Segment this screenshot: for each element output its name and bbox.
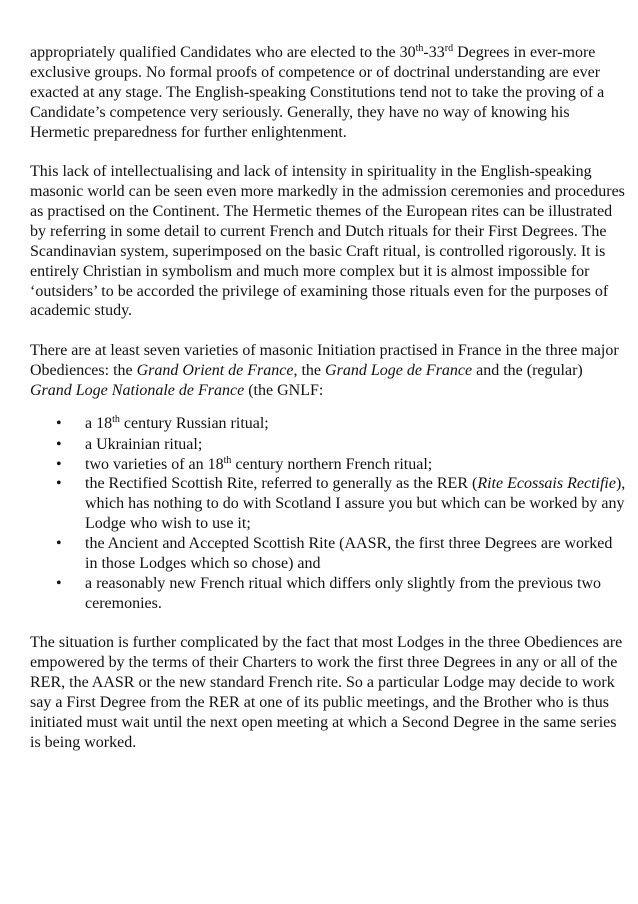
text-run: century Russian ritual; — [119, 414, 269, 432]
bullet-icon: • — [56, 475, 62, 493]
text-run: appropriately qualified Candidates who are elected to the 30 — [30, 44, 416, 61]
bullet-icon: • — [56, 455, 62, 473]
text-run: a Ukrainian ritual; — [85, 435, 203, 453]
text-run: a 18 — [85, 414, 113, 432]
italic-text: Grand Loge de France — [325, 361, 473, 379]
superscript: th — [112, 413, 120, 425]
superscript: rd — [444, 43, 454, 54]
list-item — [30, 414, 628, 434]
text-run: the Ancient and Accepted Scottish Rite (AASR, the first three Degrees are worked in those Lodges which so chose) and — [85, 535, 613, 573]
italic-text: Grand Orient de France — [136, 361, 294, 379]
paragraph-situation: The situation is further complicated by the fact that most Lodges in the three Obediences are empowered by the terms of their Charters to work the first three Degrees in any or all of the RER, the AASR or the new standard French rite. So a particular Lodge may decide to work say a First Degree from the RER at one of its public meetings, and the Brother who is thus initiated must wait until the next open meeting at which a Second Degree in the same series is being worked. — [30, 634, 623, 751]
text-run: two varieties of an 18 — [85, 455, 224, 473]
text-run: (the GNLF: — [244, 381, 324, 399]
text-run: and the (regular) — [472, 361, 583, 379]
italic-text: Grand Loge Nationale de France — [30, 381, 245, 399]
bullet-icon: • — [56, 574, 62, 592]
text-run: the Rectified Scottish Rite, referred to generally as the RER ( — [85, 475, 478, 493]
ritual-list — [30, 414, 628, 614]
list-item — [30, 435, 628, 455]
list-item — [30, 474, 628, 534]
list-item — [30, 574, 628, 614]
text-run: ), which has nothing to do with Scotland I assure you but which can be worked by any Lodge who wish to use it; — [85, 475, 626, 533]
paragraph-intellectualising: This lack of intellectualising and lack of intensity in spirituality in the English-speaking masonic world can be seen even more markedly in the admission ceremonies and procedures as practised on the Continent. The Hermetic themes of the European rites can be illustrated by referring in some detail to current French and Dutch rituals for their First Degrees. The Scandinavian system, superimposed on the basic Craft ritual, is controlled rigorously. It is entirely Christian in symbolism and much more complex but it is almost impossible for ‘outsiders’ to be accorded the privilege of examining those rituals even for the purposes of academic study. — [30, 163, 625, 320]
bullet-icon: • — [56, 414, 62, 432]
text-run: , the — [293, 361, 326, 379]
superscript: th — [415, 43, 424, 54]
text-run: century northern French ritual; — [231, 455, 433, 473]
text-run: -33 — [423, 44, 445, 61]
paragraph-varieties-intro — [30, 341, 628, 401]
paragraph-degrees — [30, 43, 628, 143]
superscript: th — [223, 454, 232, 466]
list-item — [30, 455, 628, 475]
list-item — [30, 534, 628, 574]
text-run: There are at least seven varieties of masonic Initiation practised in France in the three major Obediences: the — [30, 341, 619, 379]
italic-text: Rite Ecossais Rectifie — [477, 475, 616, 493]
bullet-icon: • — [56, 535, 62, 553]
bullet-icon: • — [56, 435, 62, 453]
document-page — [30, 43, 628, 772]
text-run: a reasonably new French ritual which differs only slightly from the previous two ceremonies. — [85, 574, 602, 612]
text-run: Degrees in ever-more exclusive groups. No formal proofs of competence or of doctrinal understanding are ever exacted at any stage. The English-speaking Constitutions tend not to take the proving of a Candidate’s competence very seriously. Generally, they have no way of knowing his Hermetic preparedness for further enlightenment. — [30, 44, 605, 141]
